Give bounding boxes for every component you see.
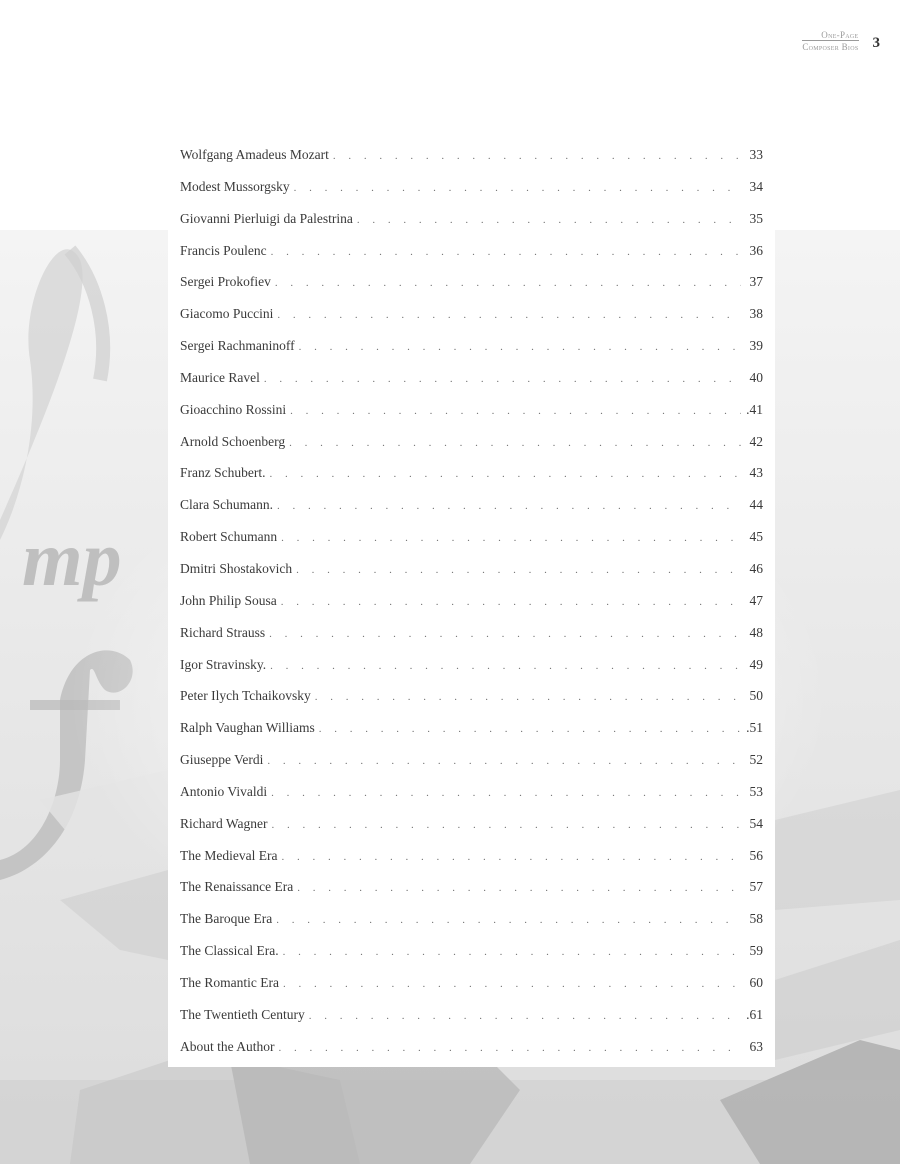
toc-entry[interactable]	[180, 879, 763, 911]
toc-entry-page-number: 53	[749, 783, 763, 799]
toc-entry[interactable]	[180, 179, 763, 211]
toc-entry-title: Giuseppe Verdi	[180, 752, 264, 768]
running-head-book-title: Composer Bios	[802, 42, 859, 52]
toc-entry-page-number: 54	[749, 815, 763, 831]
toc-entry-page-number: 43	[749, 465, 763, 481]
dot-leader	[296, 564, 741, 576]
toc-entry-page-number: 34	[749, 178, 763, 194]
toc-entry-title: Maurice Ravel	[180, 369, 260, 385]
toc-entry[interactable]	[180, 497, 763, 529]
toc-entry-title: John Philip Sousa	[180, 592, 277, 608]
toc-entry[interactable]	[180, 370, 763, 402]
toc-entry[interactable]	[180, 465, 763, 497]
dot-leader	[289, 437, 741, 449]
toc-entry-title: Gioacchino Rossini	[180, 401, 287, 417]
toc-entry-page-number: 52	[749, 752, 763, 768]
toc-entry-page-number: 56	[749, 847, 763, 863]
dot-leader	[297, 882, 741, 894]
toc-entry[interactable]	[180, 911, 763, 943]
dot-leader	[267, 755, 741, 767]
toc-entry-page-number: .51	[746, 720, 763, 736]
toc-entry[interactable]	[180, 211, 763, 243]
running-head-series: One-Page	[821, 30, 859, 40]
toc-entry-title: Clara Schumann.	[180, 497, 273, 513]
table-of-contents-panel	[168, 137, 775, 1067]
toc-entry-title: Franz Schubert.	[180, 465, 266, 481]
page-number: 3	[872, 35, 880, 51]
dot-leader	[275, 277, 741, 289]
dot-leader	[299, 341, 741, 353]
toc-entry-page-number: 38	[749, 306, 763, 322]
toc-entry[interactable]	[180, 848, 763, 880]
dot-leader	[281, 596, 741, 608]
toc-entry-page-number: 33	[749, 147, 763, 162]
toc-entry[interactable]	[180, 720, 763, 752]
dot-leader	[270, 660, 741, 672]
dot-leader	[269, 468, 741, 480]
toc-entry-page-number: 63	[749, 1038, 763, 1054]
toc-entry-page-number: 48	[749, 624, 763, 640]
toc-entry-page-number: 60	[749, 974, 763, 990]
dot-leader	[277, 500, 741, 512]
toc-entry-page-number: 45	[749, 529, 763, 545]
dot-leader	[281, 532, 741, 544]
toc-entry-page-number: 35	[749, 210, 763, 226]
toc-entry[interactable]	[180, 625, 763, 657]
toc-entry[interactable]	[180, 752, 763, 784]
dot-leader	[283, 946, 741, 958]
dot-leader	[279, 1042, 742, 1054]
toc-entry-title: Igor Stravinsky.	[180, 656, 267, 672]
running-head	[802, 30, 880, 52]
toc-entry-title: The Baroque Era	[180, 911, 273, 927]
dot-leader	[272, 819, 741, 831]
toc-entry-title: Francis Poulenc	[180, 242, 267, 258]
table-of-contents-list	[180, 147, 763, 1070]
dot-leader	[271, 246, 741, 258]
toc-entry-title: Wolfgang Amadeus Mozart	[180, 147, 329, 162]
dot-leader	[357, 214, 741, 226]
toc-entry-title: Giacomo Puccini	[180, 306, 274, 322]
toc-entry-page-number: 36	[749, 242, 763, 258]
toc-entry-title: Antonio Vivaldi	[180, 783, 268, 799]
toc-entry-page-number: .41	[746, 401, 763, 417]
dot-leader	[319, 723, 741, 735]
toc-entry-page-number: 39	[749, 338, 763, 354]
dot-leader	[269, 628, 741, 640]
toc-entry-page-number: 59	[749, 943, 763, 959]
toc-entry-title: The Renaissance Era	[180, 879, 294, 895]
dot-leader	[277, 309, 741, 321]
toc-entry-title: Ralph Vaughan Williams	[180, 720, 315, 736]
toc-entry[interactable]	[180, 816, 763, 848]
toc-entry[interactable]	[180, 338, 763, 370]
toc-entry[interactable]	[180, 434, 763, 466]
toc-entry-title: Richard Wagner	[180, 815, 268, 831]
toc-entry-title: Peter Ilych Tchaikovsky	[180, 688, 311, 704]
toc-entry-page-number: 40	[749, 369, 763, 385]
dot-leader	[283, 978, 741, 990]
toc-entry-title: The Medieval Era	[180, 847, 278, 863]
dot-leader	[315, 691, 741, 703]
toc-entry-title: About the Author	[180, 1038, 275, 1054]
toc-entry-title: Dmitri Shostakovich	[180, 560, 293, 576]
toc-entry-page-number: 42	[749, 433, 763, 449]
toc-entry[interactable]	[180, 147, 763, 179]
toc-entry[interactable]	[180, 1007, 763, 1039]
toc-entry-page-number: 47	[749, 592, 763, 608]
dot-leader	[290, 405, 741, 417]
toc-entry-title: The Twentieth Century	[180, 1006, 305, 1022]
running-head-title	[802, 30, 858, 52]
mp-lettering: mp	[22, 515, 122, 602]
toc-entry[interactable]	[180, 657, 763, 689]
toc-entry[interactable]	[180, 529, 763, 561]
toc-entry-title: Robert Schumann	[180, 529, 278, 545]
toc-entry-page-number: 37	[749, 274, 763, 290]
dot-leader	[264, 373, 741, 385]
toc-entry-title: The Romantic Era	[180, 974, 279, 990]
dot-leader	[281, 851, 741, 863]
toc-entry-page-number: 57	[749, 879, 763, 895]
toc-entry-page-number: 44	[749, 497, 763, 513]
toc-entry-title: Giovanni Pierluigi da Palestrina	[180, 210, 353, 226]
dot-leader	[309, 1010, 741, 1022]
dot-leader	[333, 150, 741, 162]
toc-entry[interactable]	[180, 593, 763, 625]
toc-entry[interactable]	[180, 402, 763, 434]
toc-entry[interactable]	[180, 688, 763, 720]
toc-entry-page-number: 46	[749, 560, 763, 576]
toc-entry[interactable]	[180, 1039, 763, 1071]
dot-leader	[294, 182, 741, 194]
toc-entry[interactable]	[180, 784, 763, 816]
dot-leader	[271, 787, 741, 799]
toc-entry[interactable]	[180, 243, 763, 275]
toc-entry-page-number: .61	[746, 1006, 763, 1022]
toc-entry[interactable]	[180, 975, 763, 1007]
toc-entry-page-number: 49	[749, 656, 763, 672]
toc-entry-page-number: 50	[749, 688, 763, 704]
toc-entry-title: Richard Strauss	[180, 624, 266, 640]
toc-entry-title: The Classical Era.	[180, 943, 279, 959]
toc-entry-page-number: 58	[749, 911, 763, 927]
toc-entry-title: Arnold Schoenberg	[180, 433, 286, 449]
toc-entry-title: Modest Mussorgsky	[180, 178, 290, 194]
toc-entry-title: Sergei Rachmaninoff	[180, 338, 295, 354]
toc-entry[interactable]	[180, 943, 763, 975]
toc-entry[interactable]	[180, 274, 763, 306]
toc-entry[interactable]	[180, 306, 763, 338]
dot-leader	[276, 914, 741, 926]
toc-entry[interactable]	[180, 561, 763, 593]
toc-entry-title: Sergei Prokofiev	[180, 274, 271, 290]
